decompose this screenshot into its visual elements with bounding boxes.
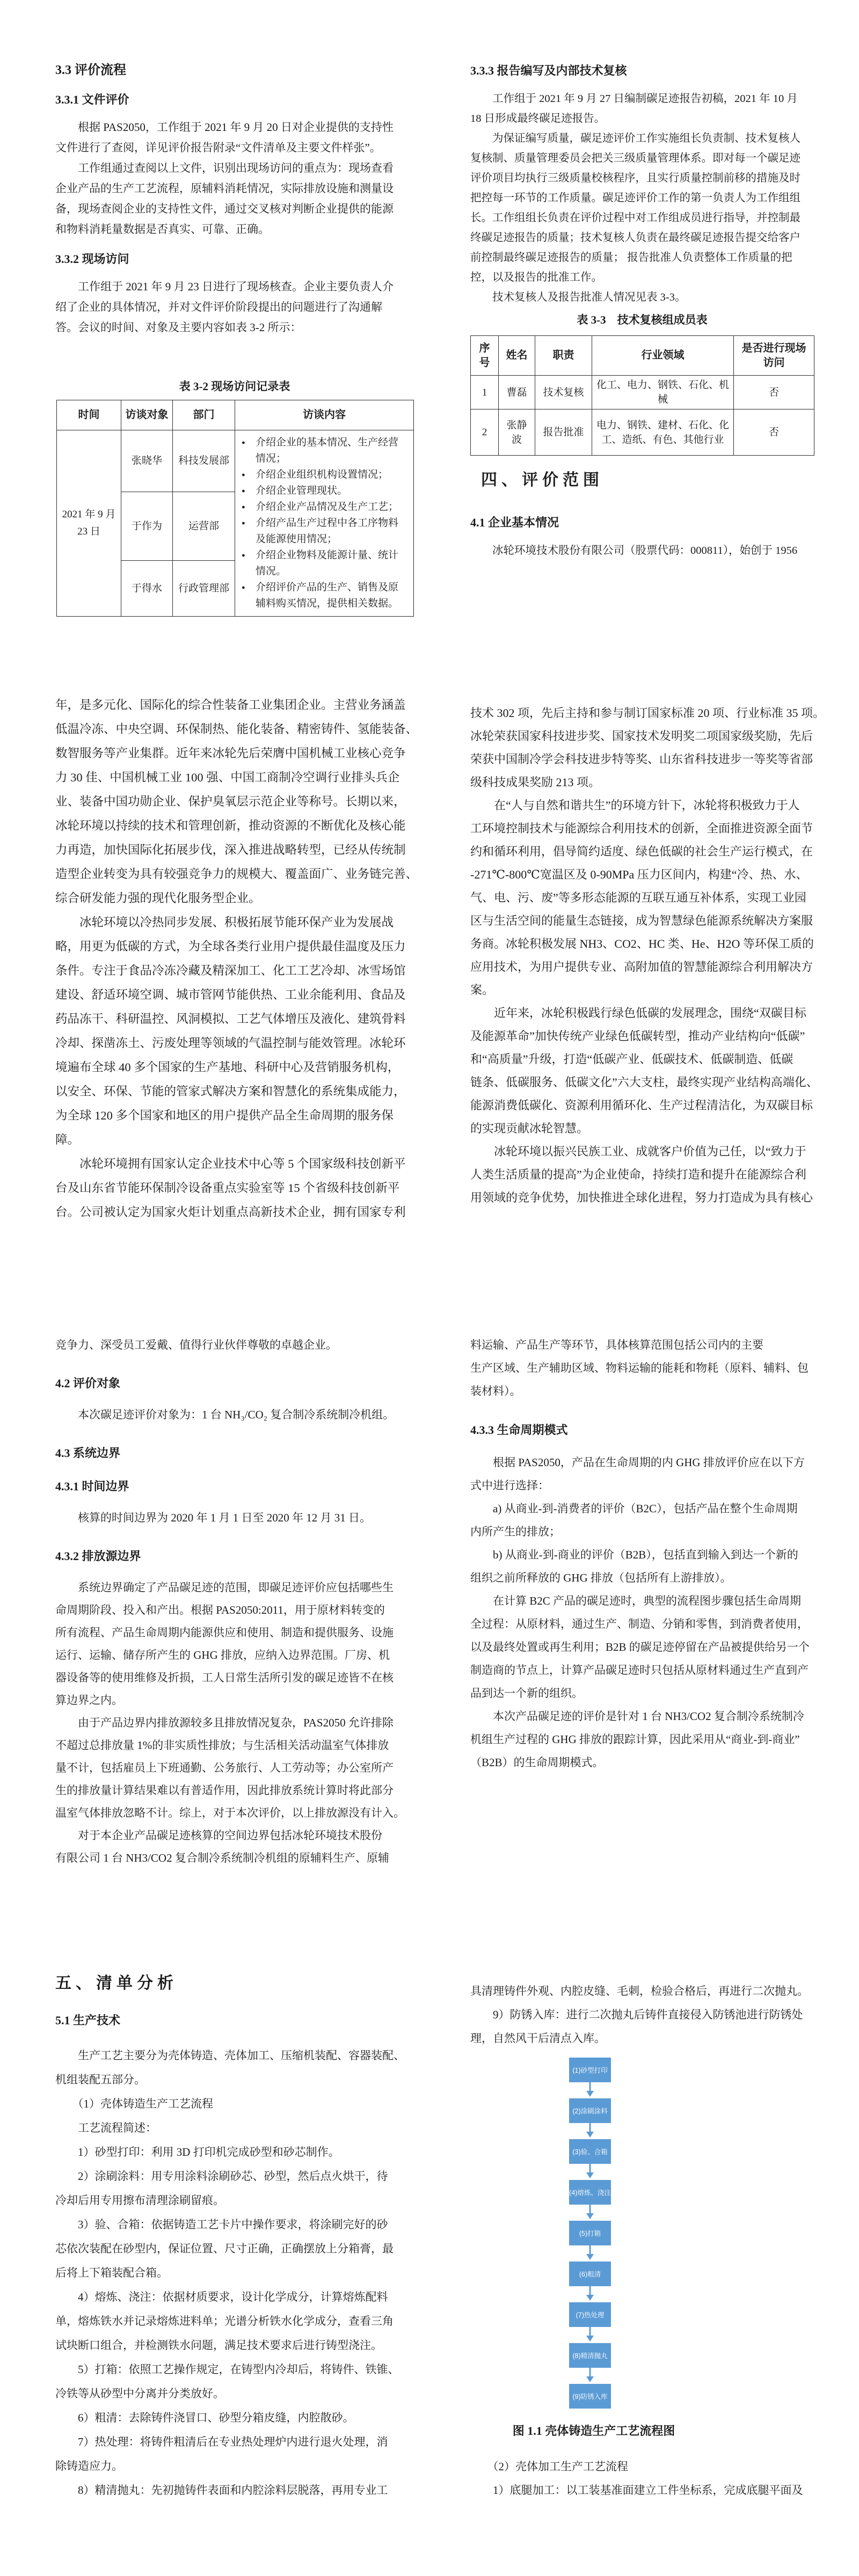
body-line: 障。 — [55, 1133, 80, 1146]
body-line: 用领域的竞争优势，加快推进全球化进程，努力打造成为具有核心 — [470, 1191, 813, 1204]
body-line: 以及最终处置或再生利用；B2B 的碳足迹停留在产品被提供给另一个 — [470, 1641, 810, 1653]
bullet-dot-icon: ● — [242, 520, 245, 526]
body-line: 在“人与自然和谐共生”的环境方针下，冰轮将积极致力于人 — [470, 799, 800, 812]
body-line: 冰轮环境以冷热同步发展、积极拓展节能环保产业为发展战 — [55, 916, 394, 929]
section-heading: 4.3 系统边界 — [55, 1446, 121, 1460]
paragraph — [55, 117, 414, 239]
list-item — [242, 499, 408, 515]
body-line: 2）涂刷涂料：用专用涂料涂刷砂芯、砂型，然后点火烘干，待 — [55, 2170, 388, 2183]
body-line: 芯依次装配在砂型内，保证位置、尺寸正确，正确摆放上分箱膏，最 — [55, 2242, 394, 2255]
body-line: 本次碳足迹评价对象为：1 台 NH₃/CO₂ 复合制冷系统制冷机组。 — [55, 1408, 395, 1421]
body-line: 工作组于 2021 年 9 月 27 日编制碳足迹报告初稿，2021 年 10 月 — [470, 93, 798, 105]
body-line: 务商。冰轮积极发展 NH3、CO2、HC 类、He、H2O 等环保工质的 — [470, 937, 814, 950]
column-header: 部门 — [173, 400, 235, 430]
list-item — [242, 467, 408, 483]
flow-step: (8)精清抛丸 — [569, 2343, 611, 2368]
body-line: 冰轮环境以持续的技术和管理创新，推动资源的不断优化及核心能 — [55, 819, 406, 832]
body-line: 在计算 B2C 产品的碳足迹时，典型的流程图步骤包括生命周期 — [470, 1594, 802, 1607]
time-cell: 2021 年 9 月 23 日 — [57, 430, 121, 617]
body-line: 冷却后用专用擦布清理涂刷留痕。 — [55, 2194, 224, 2207]
body-line: （1）壳体铸造生产工艺流程 — [55, 2097, 213, 2110]
department-cell: 行政管理部 — [173, 561, 235, 617]
body-line: 生的排放量计算结果难以有普适作用，因此排放系统计算时将此部分 — [55, 1784, 394, 1797]
body-line: 业、装备中国功勋企业、保护臭氧层示范企业等称号。长期以来， — [55, 795, 406, 808]
page-1 — [55, 56, 414, 617]
body-line: 终碳足迹报告的质量；技术复核人负责在最终碳足迹报告提交给客户 — [470, 232, 800, 244]
page-5 — [55, 1334, 416, 1869]
department-cell: 运营部 — [173, 492, 235, 561]
body-line: 区与生活空间的能量生态链接，成为智慧绿色能源系统解决方案服 — [470, 914, 813, 927]
body-line: 理，自然风干后清点入库。 — [470, 2032, 606, 2045]
body-line: -271℃-800℃宽温区及 0-90MPa 压力区间内，构建“冷、热、水、 — [470, 868, 808, 881]
body-line: 所有流程、产品生命周期内能源供应和使用、制造和提供服务、设施 — [55, 1626, 394, 1639]
flow-arrow-icon — [569, 2123, 611, 2139]
body-line: 工作组通过查阅以上文件，识别出现场访问的重点为：现场查看 — [55, 162, 394, 174]
bullet-text: 介绍企业管理现状。 — [256, 485, 348, 496]
body-line: 料运输、产品生产等环节，具体核算范围包括公司内的主要 — [470, 1338, 763, 1351]
figure-caption: 图 1.1 壳体铸造生产工艺流程图 — [512, 2424, 675, 2438]
flow-step: (2)涂刷涂料 — [569, 2098, 611, 2123]
page-8 — [470, 1964, 815, 2502]
body-line: 略，用更为低碳的方式，为全球各类行业用户提供最佳温度及压力 — [55, 940, 406, 953]
list-item — [242, 435, 408, 467]
column-header: 职责 — [535, 336, 592, 376]
section-heading: 5.1 生产技术 — [55, 2014, 121, 2027]
body-line: 命周期阶段、投入和产出。根据 PAS2050:2011，用于原材料转变的 — [55, 1604, 385, 1616]
body-line: 3）验、合箱：依据铸造工艺卡片中操作要求，将涂刷完好的砂 — [55, 2218, 388, 2231]
body-line: 条件。专注于食品冷冻冷藏及精深加工、化工工艺冷却、冰雪场馆 — [55, 964, 406, 977]
body-line: 近年来，冰轮积极践行绿色低碳的发展理念，围绕“双碳目标 — [470, 1006, 806, 1020]
body-line: 具清理铸件外观、内腔皮缝、毛刺，检验合格后，再进行二次抛丸。 — [470, 1985, 809, 1997]
body-line: 机组生产过程的 GHG 排放的跟踪计算，因此采用从“商业-到-商业” — [470, 1733, 800, 1746]
body-line: 建设、舒适环境空调、城市管网节能供热、工业余能利用、食品及 — [55, 988, 406, 1001]
body-line: 根据 PAS2050，工作组于 2021 年 9 月 20 日对企业提供的支持性 — [55, 121, 394, 134]
paragraph — [470, 2455, 815, 2502]
body-line: 长。工作组组长负责在评价过程中对工作组成员进行指导，并控制最 — [470, 212, 800, 224]
body-line: 7）热处理：将铸件粗清后在专业热处理炉内进行退火处理，消 — [55, 2435, 388, 2448]
body-line: 6）粗清：去除铸件浇冒口、砂型分箱皮缝，内腔散砂。 — [55, 2411, 354, 2424]
body-line: 后将上下箱装配合箱。 — [55, 2266, 168, 2279]
body-line: 由于产品边界内排放源较多且排放情况复杂，PAS2050 允许排除 — [55, 1716, 394, 1729]
chapter-heading: 五、清单分析 — [55, 1974, 178, 1992]
body-line: 式中进行选择： — [470, 1479, 549, 1492]
body-line: 力 30 佳、中国机械工业 100 强、中国工商制冷空调行业排头兵企 — [55, 771, 400, 784]
body-line: 药品冻干、科研温控、风洞模拟、工艺气体增压及液化、建筑骨料 — [55, 1012, 406, 1026]
page-6 — [470, 1334, 815, 1774]
paragraph — [470, 1334, 815, 1403]
body-line: 1）砂型打印：利用 3D 打印机完成砂型和砂芯制作。 — [55, 2146, 340, 2158]
body-line: 根据 PAS2050，产品在生命周期的内 GHG 排放评价应在以下方 — [470, 1456, 805, 1469]
section-heading: 3.3.3 报告编写及内部技术复核 — [470, 64, 627, 77]
body-line: （B2B）的生命周期模式。 — [470, 1756, 604, 1769]
body-line: 企业产品的生产工艺流程，原辅料消耗情况，实际排放设施和测量设 — [55, 182, 394, 195]
site-visit-table — [56, 400, 414, 617]
body-line: 技术 302 项，先后主持和参与制订国家标准 20 项、行业标准 35 项。 — [470, 706, 825, 720]
table-row — [471, 409, 814, 456]
chapter-heading: 四、评价范围 — [481, 471, 603, 489]
flow-arrow-icon — [569, 2082, 611, 2098]
section-heading: 4.3.3 生命周期模式 — [470, 1423, 568, 1437]
bullet-text: 介绍企业的基本情况、生产经营情况； — [256, 437, 399, 464]
body-line: 组织之前所释放的 GHG 排放（包括所有上游排放）。 — [470, 1571, 732, 1584]
table-caption: 表 3-3 技术复核组成员表 — [577, 313, 708, 326]
page-7 — [55, 1964, 416, 2502]
body-line: 全过程：从原材料，通过生产、制造、分销和零售，到消费者使用， — [470, 1618, 809, 1630]
table-header-row — [471, 336, 814, 376]
body-line: 工环境控制技术与能源综合利用技术的创新，全面推进资源全面节 — [470, 822, 813, 835]
body-line: 复核制、质量管理委员会把关三级质量管理体系。即对每一个碳足迹 — [470, 152, 800, 164]
section-heading: 4.3.1 时间边界 — [55, 1480, 129, 1493]
body-line: 冰轮环境以振兴民族工业、成就客户价值为己任，以“致力于 — [470, 1145, 806, 1158]
body-line: 台及山东省节能环保制冷设备重点实验室等 15 个省级科技创新平 — [55, 1181, 400, 1195]
interviewee-cell: 于得水 — [121, 561, 173, 617]
flow-arrow-icon — [569, 2286, 611, 2302]
body-line: 前控制最终碳足迹报告的质量； 报告批准人负责整体工作质量的把 — [470, 252, 792, 264]
bullet-dot-icon: ● — [242, 584, 245, 591]
body-line: 有限公司 1 台 NH3/CO2 复合制冷系统制冷机组的原辅料生产、原辅 — [55, 1851, 389, 1864]
column-header: 时间 — [57, 400, 121, 430]
body-line: 器设备等的使用维修及折损，工人日常生活所引发的碳足迹皆不在核 — [55, 1671, 394, 1684]
body-line: 造型企业转变为具有较强竞争力的规模大、覆盖面广、业务链完善、 — [55, 867, 418, 881]
section-heading: 3.3.2 现场访问 — [55, 252, 129, 266]
body-line: a) 从商业-到-消费者的评价（B2C），包括产品在整个生命周期 — [470, 1502, 798, 1515]
body-line: 绍了企业的具体情况，并对文件评价阶段提出的问题进行了沟通解 — [55, 301, 382, 313]
body-line: 5）打箱：依照工艺操作规定，在铸型内冷却后，将铸件、铁锥、 — [55, 2363, 399, 2376]
body-line: 制造商的节点上，计算产品碳足迹时只包括从原材料通过生产直到产 — [470, 1664, 809, 1677]
list-item — [242, 483, 408, 499]
page-4 — [470, 690, 825, 1209]
body-line: 和“高质量”升级，打造“低碳产业、低碳技术、低碳制造、低碳 — [470, 1052, 794, 1066]
body-line: 为全球 120 多个国家和地区的用户提供产品全生命周期的服务保 — [55, 1109, 394, 1122]
body-line: 核算的时间边界为 2020 年 1 月 1 日至 2020 年 12 月 31 日。 — [55, 1511, 371, 1524]
flow-step: (4)熔炼、浇注 — [569, 2180, 611, 2205]
interviewee-cell: 于作为 — [121, 492, 173, 561]
table-caption: 表 3-2 现场访问记录表 — [179, 380, 290, 393]
flow-arrow-icon — [569, 2368, 611, 2384]
body-line: 低温冷冻、中央空调、环保制热、能化装备、精密铸件、氢能装备、 — [55, 722, 418, 736]
body-line: 冰轮环境技术股份有限公司（股票代码：000811），始创于 1956 — [470, 545, 798, 557]
body-line: b) 从商业-到-商业的评价（B2B），包括直到输入到达一个新的 — [470, 1548, 798, 1561]
paragraph — [55, 276, 414, 338]
tech-review-table — [470, 335, 814, 456]
body-line: 数智服务等产业集群。近年来冰轮先后荣膺中国机械工业核心竞争 — [55, 747, 406, 760]
list-item — [242, 547, 408, 580]
paragraph — [55, 1576, 416, 1869]
bullet-text: 介绍企业组织机构设置情况； — [256, 469, 389, 480]
body-line: 9）防锈入库：进行二次抛丸后铸件直接侵入防锈池进行防锈处 — [470, 2008, 803, 2021]
body-line: 为保证编写质量，碳足迹评价工作实施组长负责制、技术复核人 — [470, 133, 800, 144]
body-line: 4）熔炼、浇注：依据材质要求，设计化学成分，计算熔炼配料 — [55, 2290, 388, 2303]
body-line: 年，是多元化、国际化的综合性装备工业集团企业。主营业务涵盖 — [55, 698, 406, 712]
body-line: 温室气体排放忽略不计。综上，对于本次评价，以上排放源没有计入。 — [55, 1806, 405, 1819]
body-line: 控，以及报告的批准工作。 — [470, 272, 602, 283]
body-line: 内所产生的排放； — [470, 1525, 560, 1538]
bullet-dot-icon: ● — [242, 488, 245, 494]
table-cell: 否 — [734, 376, 814, 409]
table-cell: 1 — [471, 376, 499, 409]
body-line: 评价项目均执行三级质量校核程序，且实行质量控制前移的措施及时 — [470, 172, 800, 184]
flow-step: (6)粗清 — [569, 2262, 611, 2286]
body-line: 和物料消耗量数据是否真实、可靠、正确。 — [55, 223, 270, 236]
body-line: 冰轮环境拥有国家认定企业技术中心等 5 个国家级科技创新平 — [55, 1157, 406, 1170]
body-line: 运行、运输、储存所产生的 GHG 排放，应纳入边界范围。厂房、机 — [55, 1649, 390, 1662]
body-line: 技术复核人及报告批准人情况见表 3-3。 — [470, 291, 686, 303]
body-line: 约和循环利用，倡导简约适度、绿色低碳的社会生产运行模式，在 — [470, 845, 813, 858]
table-row — [57, 430, 414, 492]
body-line: 1）底腿加工：以工装基准面建立工件坐标系，完成底腿平面及 — [470, 2484, 803, 2497]
paragraph — [55, 1334, 416, 1356]
body-line: 除铸造应力。 — [55, 2460, 123, 2472]
paragraph — [55, 2044, 416, 2502]
body-line: 不超过总排放量 1%的非实质性排放；与生活相关活动温室气体排放 — [55, 1739, 389, 1752]
column-header: 是否进行现场访问 — [734, 336, 814, 376]
bullet-dot-icon: ● — [242, 552, 245, 559]
bullet-dot-icon: ● — [242, 472, 245, 478]
body-line: 能源消费低碳化、资源利用循环化、生产过程清洁化，为双碳目标 — [470, 1099, 813, 1112]
table-row — [471, 376, 814, 409]
body-line: 境遍布全球 40 多个国家的生产基地、科研中心及营销服务机构， — [55, 1060, 400, 1074]
body-line: 文件进行了查阅，详见评价报告附录“文件清单及主要文件样张”。 — [55, 141, 381, 154]
flow-arrow-icon — [569, 2205, 611, 2221]
interviewee-cell: 张晓华 — [121, 430, 173, 492]
paragraph — [470, 541, 814, 561]
body-line: 人类生活质量的提高”为企业使命，持续打造和提升在能源综合利 — [470, 1168, 806, 1181]
page-2 — [470, 56, 814, 561]
section-heading: 4.3.2 排放源边界 — [55, 1549, 141, 1563]
paragraph — [470, 89, 814, 308]
table-header-row — [57, 400, 414, 430]
body-line: 气、电、污、废”等多形态能源的互联互通互补体系，实现工业园 — [470, 891, 806, 904]
body-line: （2）壳体加工生产工艺流程 — [470, 2460, 628, 2473]
table-cell: 技术复核 — [535, 376, 592, 409]
body-line: 综合研发能力强的现代化服务型企业。 — [55, 891, 261, 905]
table-cell: 曹磊 — [499, 376, 535, 409]
bullet-text: 介绍企业产品情况及生产工艺； — [256, 501, 399, 513]
bullet-text: 介绍评价产品的生产、销售及原辅料购买情况，提供相关数据。 — [256, 582, 399, 609]
paragraph — [470, 1979, 815, 2050]
bullet-dot-icon: ● — [242, 440, 245, 446]
body-line: 算边界之内。 — [55, 1694, 123, 1707]
flow-step: (7)热处理 — [569, 2302, 611, 2327]
department-cell: 科技发展部 — [173, 430, 235, 492]
column-header: 序号 — [471, 336, 499, 376]
interview-content-cell — [235, 430, 414, 617]
body-line: 把控每一环节的工作质量。碳足迹评价工作的第一负责人为工作组组 — [470, 192, 800, 204]
body-line: 生产区域、生产辅助区域、物料运输的能耗和物耗（原料、辅料、包 — [470, 1362, 809, 1374]
table-cell: 报告批准 — [535, 409, 592, 456]
bullet-dot-icon: ● — [242, 504, 245, 510]
body-line: 应用技术，为用户提供专业、高附加值的智慧能源综合利用解决方 — [470, 960, 813, 974]
section-heading: 4.1 企业基本情况 — [470, 516, 559, 529]
table-cell: 2 — [471, 409, 499, 456]
body-line: 18 日形成最终碳足迹报告。 — [470, 113, 606, 125]
body-line: 生产工艺主要分为壳体铸造、壳体加工、压缩机装配、容器装配、 — [55, 2049, 405, 2062]
body-line: 量不计，包括雇员上下班通勤、公务旅行、人工劳动等；办公室所产 — [55, 1761, 394, 1774]
body-line: 冷铁等从砂型中分离并分类放好。 — [55, 2387, 224, 2400]
body-line: 荣获中国制冷学会科技进步特等奖、山东省科技进步一等奖等省部 — [470, 752, 813, 766]
bullet-text: 介绍企业物料及能源计量、统计情况。 — [256, 550, 399, 577]
column-header: 姓名 — [499, 336, 535, 376]
page-3 — [55, 690, 416, 1224]
list-item — [242, 515, 408, 547]
body-line: 竞争力、深受员工爱戴、值得行业伙伴尊敬的卓越企业。 — [55, 1338, 337, 1351]
body-line: 以安全、环保、节能的管家式解决方案和智慧化的系统集成能力， — [55, 1085, 406, 1098]
body-line: 冷却、探凿冻土、污废处理等领域的气温控制与能效管理。冰轮环 — [55, 1036, 406, 1050]
column-header: 访谈对象 — [121, 400, 173, 430]
flow-step: (3)验、合箱 — [569, 2139, 611, 2164]
table-cell: 张静波 — [499, 409, 535, 456]
section-heading: 3.3 评价流程 — [55, 63, 126, 77]
body-line: 品到达一个新的组织。 — [470, 1687, 583, 1700]
body-line: 系统边界确定了产品碳足迹的范围，即碳足迹评价应包括哪些生 — [55, 1581, 394, 1594]
bullet-text: 介绍产品生产过程中各工序物料及能源使用情况； — [256, 517, 399, 545]
body-line: 台。公司被认定为国家火炬计划重点高新技术企业，拥有国家专利 — [55, 1205, 406, 1219]
paragraph — [470, 701, 825, 1209]
body-line: 工艺流程简述： — [55, 2121, 157, 2134]
body-line: 及能源革命”加快传统产业绿色低碳转型，推动产业结构向“低碳” — [470, 1029, 805, 1043]
process-flowchart — [569, 2058, 611, 2409]
body-line: 工作组于 2021 年 9 月 23 日进行了现场核查。企业主要负责人介 — [55, 280, 394, 293]
flow-step: (9)防锈入库 — [569, 2384, 611, 2409]
flow-arrow-icon — [569, 2327, 611, 2343]
body-line: 级科技成果奖励 213 项。 — [470, 775, 601, 789]
column-header: 访谈内容 — [235, 400, 414, 430]
body-line: 试块断口组合，并检测铁水问题，满足技术要求后进行铸型浇注。 — [55, 2339, 382, 2352]
body-line: 机组装配五部分。 — [55, 2073, 145, 2086]
flow-arrow-icon — [569, 2164, 611, 2180]
table-cell: 电力、钢铁、建材、石化、化工、造纸、有色、其他行业 — [592, 409, 734, 456]
flow-arrow-icon — [569, 2245, 611, 2262]
column-header: 行业领域 — [592, 336, 734, 376]
body-line: 力再造，加快国际化拓展步伐，深入推进战略转型，已经从传统制 — [55, 843, 406, 857]
paragraph — [55, 1403, 416, 1426]
list-item — [242, 580, 408, 612]
body-line: 单，熔炼铁水并记录熔炼进料单；光谱分析铁水化学成分，查看三角 — [55, 2315, 394, 2328]
body-line: 冰轮荣获国家科技进步奖、国家技术发明奖二项国家级奖励，先后 — [470, 729, 813, 743]
paragraph — [55, 693, 416, 1224]
body-line: 8）精清抛丸：先初抛铸件表面和内腔涂料层脱落，再用专业工 — [55, 2484, 388, 2497]
table-cell: 否 — [734, 409, 814, 456]
table-cell: 化工、电力、钢铁、石化、机械 — [592, 376, 734, 409]
body-line: 装材料）。 — [470, 1385, 521, 1397]
body-line: 案。 — [470, 983, 494, 997]
paragraph — [55, 1506, 416, 1529]
body-line: 备，现场查阅企业的支持性文件，通过交叉核对判断企业提供的能源 — [55, 202, 394, 215]
body-line: 答。会议的时间、对象及主要内容如表 3-2 所示： — [55, 321, 302, 334]
paragraph — [470, 1451, 815, 1774]
body-line: 链条、低碳服务、低碳文化”六大支柱，最终实现产业结构高端化、 — [470, 1075, 818, 1089]
body-line: 对于本企业产品碳足迹核算的空间边界包括冰轮环境技术股份 — [55, 1829, 382, 1842]
section-heading: 4.2 评价对象 — [55, 1377, 121, 1390]
body-line: 本次产品碳足迹的评价是针对 1 台 NH3/CO2 复合制冷系统制冷 — [470, 1710, 804, 1723]
section-heading: 3.3.1 文件评价 — [55, 93, 129, 106]
flow-step: (1)砂型打印 — [569, 2058, 611, 2082]
flow-step: (5)打箱 — [569, 2221, 611, 2245]
body-line: 的实现贡献冰轮智慧。 — [470, 1122, 589, 1135]
